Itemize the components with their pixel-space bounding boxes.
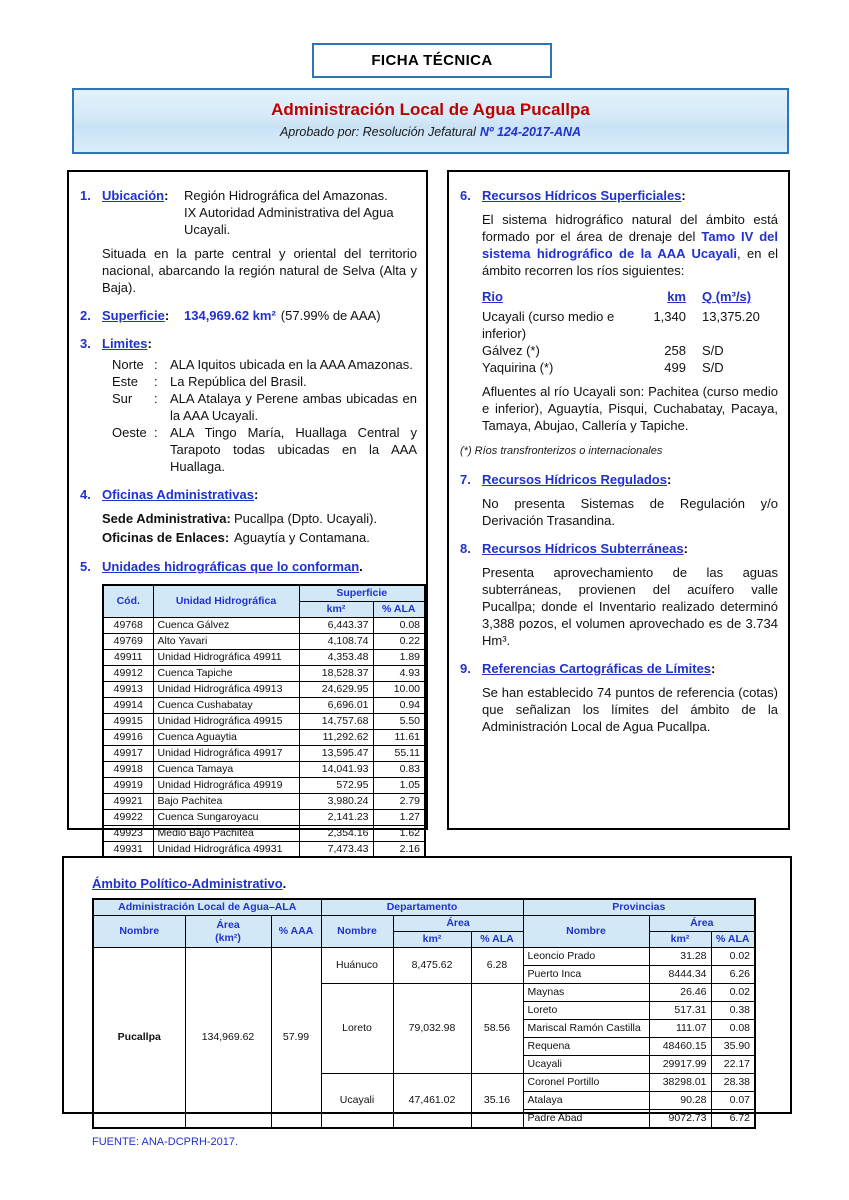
unidad-ala: 4.93 — [373, 666, 425, 682]
section-colon: : — [683, 541, 688, 556]
unidad-ala: 55.11 — [373, 746, 425, 762]
limite-text: ALA Atalaya y Perene ambas ubicadas en la AAA Ucayali. — [170, 391, 417, 423]
paragraph-end: , en el ámbito recorren los ríos siguientes: — [482, 246, 778, 278]
limite-item — [112, 356, 417, 373]
limite-direction: Oeste — [112, 425, 147, 440]
unidad-km2: 572.95 — [299, 778, 373, 794]
unidad-ala: 1.62 — [373, 826, 425, 842]
table-row — [103, 650, 425, 666]
section-referencias — [460, 660, 778, 735]
superficie-value-line — [184, 307, 381, 324]
unidad-km2: 4,353.48 — [299, 650, 373, 666]
section-title: Ubicación — [102, 188, 165, 203]
unidad-cod: 49931 — [103, 842, 153, 858]
unidad-nombre: Unidad Hidrográfica 49919 — [153, 778, 299, 794]
provincia-ala: 22.17 — [711, 1056, 755, 1074]
provincia-km2: 90.28 — [649, 1092, 711, 1110]
ubicacion-line-1: Región Hidrográfica del Amazonas. — [184, 188, 388, 203]
rivers-list — [482, 308, 778, 376]
column-header-prov-nombre: Nombre — [523, 916, 649, 948]
unidad-cod: 49923 — [103, 826, 153, 842]
unidad-km2: 3,980.24 — [299, 794, 373, 810]
unidad-ala: 2.79 — [373, 794, 425, 810]
provincia-km2: 517.31 — [649, 1002, 711, 1020]
afluentes-paragraph: Afluentes al río Ucayali son: Pachitea (curso medio e inferior), Aguaytía, Pisqui, Cuchabatay, Pacaya, Tamaya, Abujao, Callería y Tapiche. — [482, 384, 778, 433]
unidad-ala: 1.05 — [373, 778, 425, 794]
unidad-nombre: Unidad Hidrográfica 49917 — [153, 746, 299, 762]
approval-line — [74, 125, 787, 139]
departamento-ala: 6.28 — [471, 948, 523, 984]
departamento-ala: 58.56 — [471, 984, 523, 1074]
section-title: Limites — [102, 336, 148, 351]
superficie-value: 134,969.62 km² — [184, 308, 276, 323]
unidad-nombre: Bajo Pachitea — [153, 794, 299, 810]
unidad-km2: 18,528.37 — [299, 666, 373, 682]
limite-direction: Norte — [112, 357, 144, 372]
section-superficie — [80, 307, 417, 324]
unidad-km2: 7,473.43 — [299, 842, 373, 858]
paragraph-start: El sistema hidrográfico natural del ámbito está formado por el área de drenaje del — [482, 212, 778, 244]
provincia-ala: 6.72 — [711, 1110, 755, 1129]
limite-text: ALA Tingo María, Huallaga Central y Tarapoto todas ubicadas en la AAA Huallaga. — [170, 425, 417, 474]
rivers-col-km: km — [667, 289, 686, 304]
table-row — [103, 730, 425, 746]
column-header-dep-nombre: Nombre — [321, 916, 393, 948]
regulados-paragraph: No presenta Sistemas de Regulación y/o Derivación Trasandina. — [482, 496, 778, 528]
ambito-heading-text: Ámbito Político-Administrativo — [92, 876, 283, 891]
section-number: 7. — [460, 472, 471, 487]
unidad-ala: 0.83 — [373, 762, 425, 778]
unidad-cod: 49911 — [103, 650, 153, 666]
unidad-nombre: Alto Yavari — [153, 634, 299, 650]
column-header-dep-area: Área — [393, 916, 523, 932]
departamento-km2: 8,475.62 — [393, 948, 471, 984]
unidad-nombre: Unidad Hidrográfica 49911 — [153, 650, 299, 666]
unidad-cod: 49916 — [103, 730, 153, 746]
table-row — [103, 746, 425, 762]
section-number: 8. — [460, 541, 471, 556]
unidad-ala: 11.61 — [373, 730, 425, 746]
column-header-prov-ala: % ALA — [711, 932, 755, 948]
document-header — [72, 88, 789, 154]
provincia-km2: 26.46 — [649, 984, 711, 1002]
unidad-nombre: Unidad Hidrográfica 49913 — [153, 682, 299, 698]
provincia-nombre: Requena — [523, 1038, 649, 1056]
unidad-ala: 5.50 — [373, 714, 425, 730]
ficha-tecnica-title-box — [312, 43, 552, 78]
unidad-cod: 49768 — [103, 618, 153, 634]
unidades-table-header — [103, 585, 425, 618]
rivers-footnote: (*) Ríos transfronterizos o internacionales — [460, 445, 663, 457]
group-header-provincias: Provincias — [523, 899, 755, 916]
river-km: 499 — [664, 360, 686, 375]
provincia-nombre: Coronel Portillo — [523, 1074, 649, 1092]
provincia-nombre: Ucayali — [523, 1056, 649, 1074]
section-heading — [482, 471, 671, 488]
limite-text: La República del Brasil. — [170, 374, 307, 389]
oficina-value: Aguaytía y Contamana. — [234, 530, 370, 545]
oficinas-rows — [102, 509, 417, 547]
limite-item — [112, 373, 417, 390]
unidad-cod: 49915 — [103, 714, 153, 730]
river-q: S/D — [702, 360, 724, 375]
limite-colon: : — [154, 357, 158, 372]
unidad-km2: 6,443.37 — [299, 618, 373, 634]
section-colon: : — [147, 336, 152, 351]
ubicacion-lines — [184, 187, 417, 238]
section-title: Referencias Cartográficas de Límites — [482, 661, 712, 676]
provincia-ala: 6.26 — [711, 966, 755, 984]
table-row — [103, 666, 425, 682]
unidad-km2: 2,354.16 — [299, 826, 373, 842]
river-row — [482, 359, 778, 376]
table-row — [103, 826, 425, 842]
right-panel — [447, 170, 790, 830]
section-number: 9. — [460, 661, 471, 676]
provincia-km2: 31.28 — [649, 948, 711, 966]
rivers-col-rio: Rio — [482, 289, 503, 304]
oficina-value: Pucallpa (Dpto. Ucayali). — [234, 511, 378, 526]
river-km: 1,340 — [653, 309, 686, 324]
river-q: 13,375.20 — [702, 309, 760, 324]
unidad-km2: 14,041.93 — [299, 762, 373, 778]
provincia-nombre: Maynas — [523, 984, 649, 1002]
unidad-cod: 49913 — [103, 682, 153, 698]
unidad-nombre: Cuenca Gálvez — [153, 618, 299, 634]
departamento-ala: 35.16 — [471, 1074, 523, 1129]
section-colon: : — [666, 472, 672, 487]
unidad-km2: 14,757.68 — [299, 714, 373, 730]
column-header-ala-nombre: Nombre — [93, 916, 185, 948]
column-header-dep-km2: km² — [393, 932, 471, 948]
limite-item — [112, 390, 417, 424]
section-heading — [102, 486, 258, 503]
section-number: 6. — [460, 188, 471, 203]
unidad-ala: 0.94 — [373, 698, 425, 714]
group-header-departamento: Departamento — [321, 899, 523, 916]
section-heading — [482, 187, 686, 204]
ubicacion-line-2: IX Autoridad Administrativa del Agua Ucayali. — [184, 205, 394, 237]
column-header-prov-area: Área — [649, 916, 755, 932]
section-heading — [102, 187, 184, 238]
provincia-nombre: Mariscal Ramón Castilla — [523, 1020, 649, 1038]
oficina-label: Sede Administrativa: — [102, 511, 231, 526]
section-colon: : — [164, 308, 170, 323]
table-row — [93, 948, 755, 966]
ubicacion-paragraph: Situada en la parte central y oriental del territorio nacional, abarcando la región natural de Selva (Alta y Baja). — [102, 246, 417, 295]
column-header-ala: % ALA — [373, 602, 425, 618]
ambito-table — [92, 898, 756, 1129]
oficina-row — [102, 528, 417, 547]
rivers-col-q: Q (m³/s) — [702, 289, 752, 304]
section-ubicacion — [80, 187, 417, 296]
section-number: 3. — [80, 336, 91, 351]
river-name: Yaquirina (*) — [482, 360, 554, 375]
section-title: Unidades hidrográficas que lo conforman — [102, 559, 360, 574]
limite-item — [112, 424, 417, 475]
page-title: Administración Local de Agua Pucallpa — [271, 100, 590, 119]
rivers-header — [482, 288, 778, 305]
subterraneas-paragraph: Presenta aprovechamiento de las aguas subterráneas, provienen del acuífero valle Pucallpa; donde el Inventario realizado determinó 3,388 pozos, el volumen aprovechado es de 3.734 Hm³. — [482, 565, 778, 648]
table-row — [103, 682, 425, 698]
provincia-nombre: Loreto — [523, 1002, 649, 1020]
section-heading — [102, 307, 184, 324]
section-colon: : — [164, 188, 169, 203]
provincia-km2: 8444.34 — [649, 966, 711, 984]
section-number: 1. — [80, 188, 91, 203]
provincia-nombre: Padre Abad — [523, 1110, 649, 1129]
departamento-km2: 79,032.98 — [393, 984, 471, 1074]
provincia-km2: 9072.73 — [649, 1110, 711, 1129]
unidad-nombre: Medio Bajo Pachitea — [153, 826, 299, 842]
section-regulados — [460, 471, 778, 529]
provincia-ala: 0.08 — [711, 1020, 755, 1038]
column-header-cod: Cód. — [103, 585, 153, 618]
unidad-nombre: Cuenca Cushabatay — [153, 698, 299, 714]
unidad-ala: 1.27 — [373, 810, 425, 826]
provincia-km2: 111.07 — [649, 1020, 711, 1038]
departamento-nombre: Ucayali — [321, 1074, 393, 1129]
section-subterraneas — [460, 540, 778, 649]
section-heading — [102, 558, 363, 575]
limite-direction: Este — [112, 374, 139, 389]
provincia-ala: 0.02 — [711, 984, 755, 1002]
departamento-km2: 47,461.02 — [393, 1074, 471, 1129]
unidad-nombre: Cuenca Aguaytia — [153, 730, 299, 746]
unidad-ala: 0.08 — [373, 618, 425, 634]
section-period: . — [359, 559, 363, 574]
river-km: 258 — [664, 343, 686, 358]
section-title: Oficinas Administrativas — [102, 487, 254, 502]
column-header-ala-area — [185, 916, 271, 948]
oficina-label: Oficinas de Enlaces: — [102, 530, 230, 545]
river-row — [482, 308, 778, 342]
unidad-cod: 49912 — [103, 666, 153, 682]
provincia-ala: 0.07 — [711, 1092, 755, 1110]
table-row — [103, 698, 425, 714]
unidad-cod: 49769 — [103, 634, 153, 650]
section-title: Recursos Hídricos Subterráneas — [482, 541, 684, 556]
unidades-table — [102, 584, 426, 875]
limite-colon: : — [154, 374, 158, 389]
column-header-aaa: % AAA — [271, 916, 321, 948]
approval-number: Nº 124-2017-ANA — [479, 125, 582, 139]
approval-prefix: Aprobado por: Resolución Jefatural — [279, 125, 476, 139]
unidad-ala: 10.00 — [373, 682, 425, 698]
superficie-note: (57.99% de AAA) — [280, 308, 381, 323]
table-row — [103, 810, 425, 826]
section-unidades — [80, 558, 420, 875]
unidad-cod: 49921 — [103, 794, 153, 810]
fuente-note: FUENTE: ANA-DCPRH-2017. — [92, 1136, 239, 1148]
ambito-table-body — [93, 948, 755, 1129]
unidad-km2: 6,696.01 — [299, 698, 373, 714]
provincia-nombre: Puerto Inca — [523, 966, 649, 984]
provincia-nombre: Atalaya — [523, 1092, 649, 1110]
provincia-km2: 38298.01 — [649, 1074, 711, 1092]
section-oficinas — [80, 486, 417, 547]
unidad-cod: 49914 — [103, 698, 153, 714]
unidad-km2: 11,292.62 — [299, 730, 373, 746]
river-q: S/D — [702, 343, 724, 358]
table-row — [103, 794, 425, 810]
area-km2-label: (km²) — [215, 931, 241, 944]
table-row — [103, 618, 425, 634]
section-title: Superficie — [102, 308, 165, 323]
ambito-heading — [92, 876, 790, 891]
unidad-cod: 49922 — [103, 810, 153, 826]
superficiales-paragraph — [482, 211, 778, 279]
section-heading — [102, 335, 152, 352]
unidad-km2: 24,629.95 — [299, 682, 373, 698]
unidad-km2: 4,108.74 — [299, 634, 373, 650]
unidad-nombre: Unidad Hidrográfica 49931 — [153, 842, 299, 858]
provincia-ala: 0.38 — [711, 1002, 755, 1020]
section-heading — [482, 540, 688, 557]
limite-direction: Sur — [112, 391, 133, 406]
unidad-nombre: Cuenca Sungaroyacu — [153, 810, 299, 826]
limite-colon: : — [154, 425, 158, 440]
ficha-tecnica-label: FICHA TÉCNICA — [371, 52, 493, 69]
oficina-row — [102, 509, 417, 528]
table-row — [103, 714, 425, 730]
section-number: 5. — [80, 559, 91, 574]
section-number: 4. — [80, 487, 91, 502]
unidad-cod: 49919 — [103, 778, 153, 794]
left-panel — [67, 170, 428, 855]
section-colon: : — [681, 188, 686, 203]
unidad-km2: 13,595.47 — [299, 746, 373, 762]
section-superficiales — [460, 187, 778, 460]
ambito-table-header — [93, 899, 755, 948]
unidad-cod: 49918 — [103, 762, 153, 778]
limites-list — [112, 356, 417, 475]
limite-colon: : — [154, 391, 158, 406]
section-title: Recursos Hídricos Superficiales — [482, 188, 682, 203]
ala-nombre: Pucallpa — [93, 948, 185, 1129]
unidad-nombre: Cuenca Tamaya — [153, 762, 299, 778]
unidad-ala: 0.22 — [373, 634, 425, 650]
section-colon: : — [711, 661, 716, 676]
departamento-nombre: Loreto — [321, 984, 393, 1074]
section-limites — [80, 335, 417, 475]
column-header-dep-ala: % ALA — [471, 932, 523, 948]
provincia-nombre: Leoncio Prado — [523, 948, 649, 966]
river-name: Ucayali (curso medio e inferior) — [482, 309, 615, 341]
table-row — [103, 762, 425, 778]
unidades-table-body — [103, 618, 425, 875]
river-row — [482, 342, 778, 359]
section-colon: : — [253, 487, 259, 502]
referencias-paragraph: Se han establecido 74 puntos de referencia (cotas) que señalizan los límites del ámbito de la Administración Local de Agua Pucallpa. — [482, 685, 778, 734]
group-header-ala: Administración Local de Agua–ALA — [93, 899, 321, 916]
table-row — [103, 634, 425, 650]
departamento-nombre: Huánuco — [321, 948, 393, 984]
unidad-cod: 49917 — [103, 746, 153, 762]
provincia-ala: 0.02 — [711, 948, 755, 966]
provincia-ala: 28.38 — [711, 1074, 755, 1092]
limite-text: ALA Iquitos ubicada en la AAA Amazonas. — [170, 357, 413, 372]
unidad-ala: 2.16 — [373, 842, 425, 858]
column-header-km2: km² — [299, 602, 373, 618]
provincia-ala: 35.90 — [711, 1038, 755, 1056]
section-title: Recursos Hídricos Regulados — [482, 472, 667, 487]
column-header-prov-km2: km² — [649, 932, 711, 948]
river-name: Gálvez (*) — [482, 343, 540, 358]
unidad-nombre: Cuenca Tapiche — [153, 666, 299, 682]
ala-aaa: 57.99 — [271, 948, 321, 1129]
unidad-ala: 1.89 — [373, 650, 425, 666]
provincia-km2: 29917.99 — [649, 1056, 711, 1074]
section-number: 2. — [80, 308, 91, 323]
column-header-superficie: Superficie — [299, 585, 425, 602]
unidad-km2: 2,141.23 — [299, 810, 373, 826]
column-header-unidad: Unidad Hidrográfica — [153, 585, 299, 618]
section-heading — [482, 660, 715, 677]
ambito-heading-period: . — [282, 876, 287, 891]
ala-area: 134,969.62 — [185, 948, 271, 1129]
bottom-panel — [62, 856, 792, 1148]
unidad-nombre: Unidad Hidrográfica 49915 — [153, 714, 299, 730]
area-label: Área — [216, 918, 240, 931]
paragraph-highlight: Tamo IV del sistema hidrográfico de la AAA Ucayali — [482, 229, 779, 261]
table-row — [103, 778, 425, 794]
provincia-km2: 48460.15 — [649, 1038, 711, 1056]
